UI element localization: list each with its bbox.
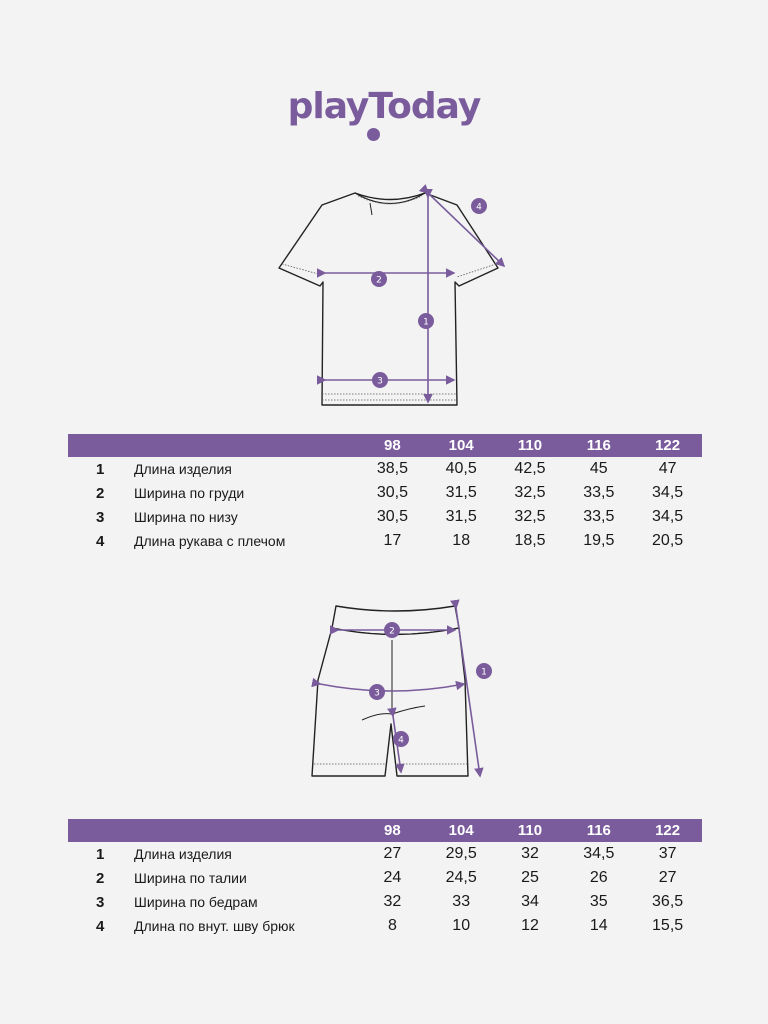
tshirt-marker-2 [371, 271, 387, 287]
measurement-value: 34,5 [652, 484, 684, 501]
measurement-value: 34,5 [652, 508, 684, 525]
logo-dot [367, 128, 380, 141]
row-number: 4 [96, 917, 105, 935]
table-header [68, 819, 702, 842]
measurement-value: 47 [658, 460, 677, 477]
measurement-value: 17 [383, 532, 402, 549]
measurement-value: 30,5 [376, 484, 408, 501]
measurement-value: 25 [521, 869, 539, 886]
tshirt-marker-1 [418, 313, 434, 329]
table-header [68, 434, 702, 457]
size-header: 104 [448, 822, 474, 839]
shorts-sketch [300, 596, 510, 786]
measurement-value: 8 [387, 917, 397, 934]
row-number: 3 [96, 508, 105, 526]
measurement-value: 24,5 [445, 869, 477, 886]
row-number: 1 [96, 845, 105, 863]
tshirt-sketch [270, 180, 520, 412]
measurement-name: Длина по внут. шву брюк [134, 918, 295, 934]
table-row [68, 481, 702, 505]
shorts-size-table [68, 819, 702, 938]
measurement-name: Длина рукава с плечом [134, 533, 286, 549]
size-header: 116 [586, 437, 611, 454]
measurement-name: Длина изделия [134, 461, 232, 477]
brand-logo [0, 86, 768, 127]
size-header: 98 [384, 437, 401, 454]
measurement-value: 19,5 [583, 532, 615, 549]
svg-text:4: 4 [398, 735, 404, 746]
size-header: 104 [448, 437, 474, 454]
measurement-value: 18,5 [514, 532, 546, 549]
measurement-name: Ширина по низу [134, 509, 238, 525]
row-number: 3 [96, 893, 105, 911]
measurement-value: 34,5 [583, 845, 615, 862]
size-header: 110 [517, 437, 543, 454]
measurement-value: 27 [383, 845, 402, 862]
measurement-value: 29,5 [445, 845, 477, 862]
size-header: 122 [655, 437, 681, 454]
measurement-value: 33,5 [583, 484, 615, 501]
measurement-value: 32 [521, 845, 539, 862]
size-header: 116 [586, 822, 611, 839]
measurement-value: 24 [383, 869, 402, 886]
table-row [68, 529, 702, 553]
row-number: 1 [96, 460, 105, 478]
size-header: 98 [384, 822, 401, 839]
measurement-value: 14 [589, 917, 608, 934]
size-header: 110 [517, 822, 543, 839]
table-row [68, 505, 702, 529]
logo-text: playToday [287, 86, 481, 127]
measurement-value: 33 [452, 893, 471, 910]
measurement-value: 42,5 [514, 460, 546, 477]
measurement-value: 18 [452, 532, 471, 549]
measurement-value: 37 [658, 845, 677, 862]
measurement-value: 45 [589, 460, 608, 477]
shorts-marker-4 [393, 731, 409, 747]
measurement-value: 38,5 [376, 460, 408, 477]
row-number: 2 [96, 869, 105, 887]
table-row [68, 842, 702, 866]
measurement-value: 20,5 [652, 532, 684, 549]
table-row [68, 457, 702, 481]
measurement-value: 33,5 [583, 508, 615, 525]
svg-text:1: 1 [481, 667, 487, 678]
measurement-value: 40,5 [445, 460, 477, 477]
measurement-name: Ширина по груди [134, 485, 245, 501]
tshirt-size-table [68, 434, 702, 553]
shorts-marker-3 [369, 684, 385, 700]
tshirt-outline [279, 193, 498, 405]
measurement-value: 32 [383, 893, 402, 910]
row-number: 4 [96, 532, 105, 550]
measurement-name: Длина изделия [134, 846, 232, 862]
size-header: 122 [655, 822, 681, 839]
measurement-value: 32,5 [514, 508, 546, 525]
tshirt-marker-4 [471, 198, 487, 214]
measurement-value: 26 [589, 869, 608, 886]
measurement-value: 35 [589, 893, 608, 910]
svg-text:1: 1 [423, 317, 429, 328]
measurement-value: 27 [658, 869, 677, 886]
svg-text:3: 3 [377, 376, 383, 387]
measurement-value: 36,5 [652, 893, 684, 910]
table-row [68, 866, 702, 890]
table-row [68, 890, 702, 914]
measurement-value: 34 [521, 893, 539, 910]
measurement-value: 12 [521, 917, 539, 934]
tshirt-marker-3 [372, 372, 388, 388]
measurement-value: 15,5 [652, 917, 684, 934]
svg-text:4: 4 [476, 202, 482, 213]
svg-text:2: 2 [376, 275, 382, 286]
measurement-value: 10 [452, 917, 471, 934]
shorts-marker-1 [476, 663, 492, 679]
measurement-value: 31,5 [445, 484, 477, 501]
shorts-marker-2 [384, 622, 400, 638]
shorts-outline [312, 628, 468, 776]
row-number: 2 [96, 484, 105, 502]
measurement-value: 32,5 [514, 484, 546, 501]
measurement-value: 30,5 [376, 508, 408, 525]
svg-text:3: 3 [374, 688, 380, 699]
measurement-name: Ширина по талии [134, 870, 247, 886]
measurement-value: 31,5 [445, 508, 477, 525]
svg-text:2: 2 [389, 626, 395, 637]
measurement-name: Ширина по бедрам [134, 894, 258, 910]
table-row [68, 914, 702, 938]
